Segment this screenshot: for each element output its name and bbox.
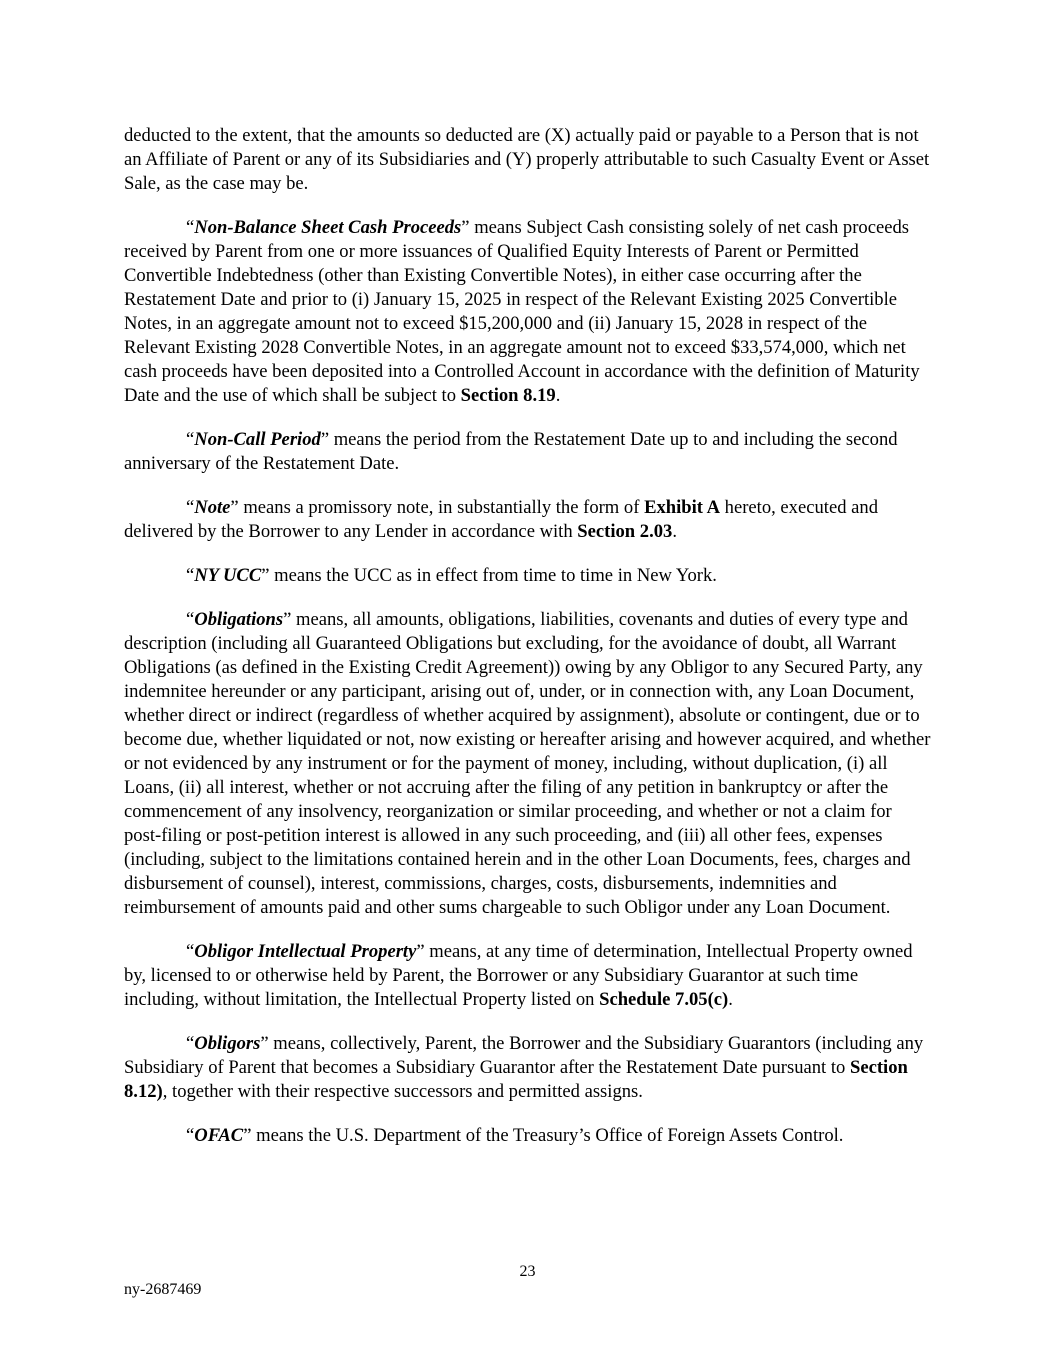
cross-reference: Exhibit A [644, 497, 721, 518]
defined-term: Non-Balance Sheet Cash Proceeds [194, 217, 462, 238]
paragraph [124, 1124, 932, 1148]
defined-term: OFAC [194, 1125, 244, 1146]
cross-reference: Section 8.12) [124, 1057, 908, 1102]
paragraph [124, 428, 932, 476]
paragraph-text: “ [186, 429, 195, 450]
paragraph-text: deducted to the extent, that the amounts so deducted are (X) actually paid or payable to a Person that is not an Affiliate of Parent or any of its Subsidiaries and (Y) properly attributable to such Casualty Event or Asset Sale, as the case may be. [124, 125, 930, 194]
paragraph [124, 216, 932, 408]
paragraph-text: ” means, all amounts, obligations, liabilities, covenants and duties of every type and description (including all Guaranteed Obligations but excluding, for the avoidance of doubt, all Warrant Obligations (as defined in the Existing Credit Agreement)) owing by any Obligor to any Secured Party, any indemnitee hereunder or any participant, arising out of, under, or in connection with, any Loan Document, whether direct or indirect (regardless of whether acquired by assignment), absolute or contingent, due or to become due, whether liquidated or not, now existing or hereafter arising and however acquired, and whether or not evidenced by any instrument or for the payment of money, including, without duplication, (i) all Loans, (ii) all interest, whether or not accruing after the filing of any petition in bankruptcy or after the commencement of any insolvency, reorganization or similar proceeding, and whether or not a claim for post-filing or post-petition interest is allowed in any such proceeding, and (iii) all other fees, expenses (including, subject to the limitations contained herein and in the other Loan Documents, fees, charges and disbursement of counsel), interest, commissions, charges, costs, disbursements, indemnities and reimbursement of amounts paid and other sums chargeable to such Obligor under any Loan Document. [124, 609, 931, 918]
paragraph-text: ” means, at any time of determination, Intellectual Property owned by, licensed to or otherwise held by Parent, the Borrower or any Subsidiary Guarantor at such time including, without limitation, the Intellectual Property listed on [124, 941, 913, 1010]
paragraph-text: “ [186, 941, 195, 962]
paragraph-text: “ [186, 217, 195, 238]
paragraph-text: . [555, 385, 561, 406]
document-body [124, 124, 932, 1168]
cross-reference: Section 2.03 [577, 521, 673, 542]
paragraph [124, 940, 932, 1012]
paragraph [124, 608, 932, 920]
paragraph-text: ” means, collectively, Parent, the Borrower and the Subsidiary Guarantors (including any Subsidiary of Parent that becomes a Subsidiary Guarantor after the Restatement Date pursuant to [124, 1033, 924, 1078]
paragraph-text: “ [186, 609, 195, 630]
paragraph [124, 1032, 932, 1104]
defined-term: Obligations [194, 609, 284, 630]
paragraph-text: “ [186, 565, 195, 586]
paragraph-text: “ [186, 1125, 195, 1146]
paragraph-text: ” means the period from the Restatement Date up to and including the second anniversary of the Restatement Date. [124, 429, 898, 474]
paragraph [124, 496, 932, 544]
paragraph-text: “ [186, 497, 195, 518]
paragraph-text: ” means Subject Cash consisting solely of net cash proceeds received by Parent from one or more issuances of Qualified Equity Interests of Parent or Permitted Convertible Indebtedness (other than Existing Convertible Notes), in either case occurring after the Restatement Date and prior to (i) January 15, 2025 in respect of the Relevant Existing 2025 Convertible Notes, in an aggregate amount not to exceed $15,200,000 and (ii) January 15, 2028 in respect of the Relevant Existing 2028 Convertible Notes, in an aggregate amount not to exceed $33,574,000, which net cash proceeds have been deposited into a Controlled Account in accordance with the definition of Maturity Date and the use of which shall be subject to [124, 217, 920, 406]
document-id: ny-2687469 [124, 1281, 202, 1298]
paragraph [124, 124, 932, 196]
paragraph-text: , together with their respective successors and permitted assigns. [162, 1081, 643, 1102]
page-number: 23 [519, 1263, 536, 1280]
defined-term: Non-Call Period [194, 429, 321, 450]
defined-term: Obligor Intellectual Property [194, 941, 417, 962]
paragraph-text: ” means the U.S. Department of the Treasury’s Office of Foreign Assets Control. [243, 1125, 844, 1146]
paragraph [124, 564, 932, 588]
cross-reference: Section 8.19 [460, 385, 556, 406]
paragraph-text: . [728, 989, 733, 1010]
defined-term: Obligors [194, 1033, 261, 1054]
paragraph-text: “ [186, 1033, 195, 1054]
cross-reference: Schedule 7.05(c) [599, 989, 729, 1010]
paragraph-text: ” means a promissory note, in substantially the form of [230, 497, 645, 518]
defined-term: NY UCC [194, 565, 262, 586]
paragraph-text: . [672, 521, 677, 542]
paragraph-text: ” means the UCC as in effect from time to time in New York. [261, 565, 717, 586]
defined-term: Note [194, 497, 231, 518]
paragraph-text: hereto, executed and delivered by the Borrower to any Lender in accordance with [124, 497, 878, 542]
